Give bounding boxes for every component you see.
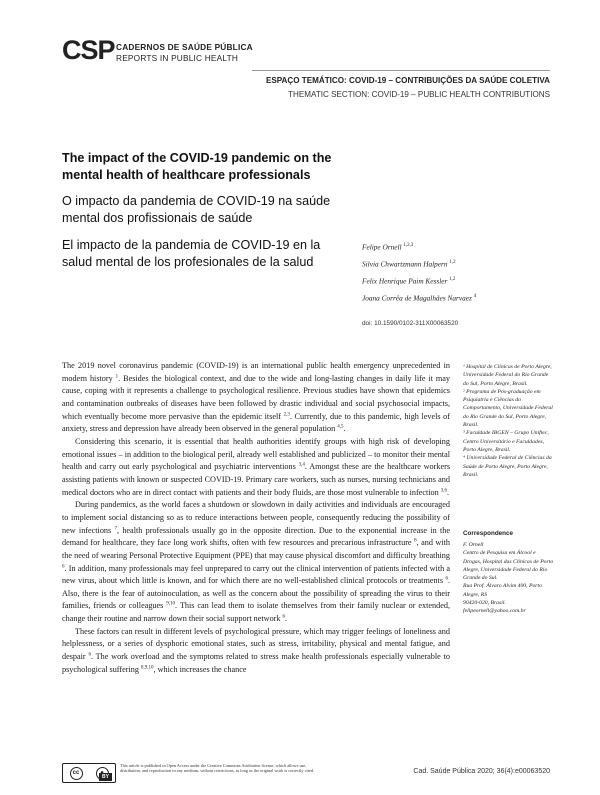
title-portuguese: O impacto da pandemia de COVID-19 na saúde mental dos profissionais de saúde (62, 194, 331, 225)
article-body (62, 360, 450, 676)
paragraph: These factors can result in different levels of psychological pressure, which may trigger feelings of loneliness and helplessness, or a series of dysphoric emotional states, such as stress, irritability, physical and mental fatigue, and despair $^6$. The work overload and the symptoms related to stress make health professionals especially vulnerable to psychological suffering $^{8,9,10}$, which increases the chance (62, 626, 450, 674)
affiliation: ² Programa de Pós-graduação em Psiquiatria e Ciências do Comportamento, Universidade Federal do Rio Grande do Sul, Porto Alegre, Brasil. (463, 388, 553, 429)
doi-link[interactable]: doi: 10.1590/0102-311X00063520 (362, 320, 459, 327)
cc-by-label: BY (99, 773, 112, 781)
affiliation: ¹ Hospital de Clínicas de Porto Alegre, Universidade Federal do Rio Grande do Sul, Porto Alegre, Brasil. (463, 364, 552, 387)
correspondence-address: Rua Prof. Álvaro Alvim 400, Porto Alegre, RS (463, 583, 542, 598)
title-english: The impact of the COVID-19 pandemic on the mental health of healthcare professionals (62, 151, 332, 182)
title-spanish: El impacto de la pandemia de COVID-19 en la salud mental de los profesionales de la salud (62, 238, 321, 269)
thematic-section-pt: ESPAÇO TEMÁTICO: COVID-19 – CONTRIBUIÇÕES DA SAÚDE COLETIVA (265, 76, 550, 85)
correspondence-block (463, 541, 555, 616)
affiliation: ⁴ Universidade Federal de Ciências da Saúde de Porto Alegre, Porto Alegre, Brasil. (463, 455, 552, 478)
paragraph: The 2019 novel coronavirus pandemic (COVID-19) is an international public health emergency unprecedented in modern history $^1$. Besides the biological context, and due to the wide and long-lasting changes in daily life it may cause, coping with it represents a challenge to psychological resilience. Previous studies have shown that epidemics and contamination outbreaks of diseases have been followed by drastic individual and social psychosocial impacts, which eventually become more pervasive than the epidemic itself $^{2,3}$. Currently, due to this pandemic, high levels of anxiety, stress and depression have already been observed in the general population $^{4,5}$. (62, 361, 451, 434)
paragraph: Considering this scenario, it is essential that health authorities identify groups with high risk of developing emotional issues – in addition to the biological peril, already well established and publicized – to monitor their mental health and carry out early psychological and psychiatric interventions $^{3,4}$. Amongst these are the healthcare workers assisting patients with known or suspected COVID-19. Primary care workers, such as nurses, nursing technicians and medical doctors who are in direct contact with patients and their body fluids, are those most vulnerable to infection $^{3,6}$. (62, 436, 451, 497)
author: Felipe Ornell $^{1,2,3}$ (362, 242, 414, 252)
correspondence-heading: Correspondence (463, 530, 514, 537)
footer-citation: Cad. Saúde Pública 2020; 36(4):e00063520 (413, 768, 550, 775)
correspondence-postal: 90420-020, Brasil. (463, 600, 506, 607)
author: Silvia Chwartzmann Halpern $^{1,2}$ (362, 259, 456, 269)
journal-name-en: REPORTS IN PUBLIC HEALTH (116, 53, 239, 63)
author: Joana Corrêa de Magalhães Narvaez $^4$ (362, 293, 477, 303)
license-text: This article is published in Open Access under the Creative Commons Attribution license, which allows use, distribution, and reproduction in any medium, without restrictions, as long as the original work is correctly cited. (120, 763, 315, 774)
paragraph: During pandemics, as the world faces a shutdown or slowdown in daily activities and individuals are encouraged to implement social distancing so as to reduce interactions between people, consequently reducing the possibility of new infections $^7$, health professionals usually go in the opposite direction. Due to the exponential increase in the demand for healthcare, they face long work shifts, often with few resources and precarious infrastructure $^8$, and with the need of wearing Personal Protective Equipment (PPE) that may cause physical discomfort and difficulty breathing $^6$. In addition, many professionals may feel unprepared to carry out the clinical intervention of patients infected with a new virus, about which little is known, and for which there are no well-established clinical protocols or treatments $^6$. Also, there is the fear of autoinoculation, as well as the concern about the possibility of spreading the virus to their families, friends or colleagues $^{9,10}$. This can lead them to isolate themselves from their family nuclear or extended, change their routine and narrow down their social support network $^6$. (62, 500, 451, 624)
author: Felix Henrique Paim Kessler $^{1,2}$ (362, 276, 456, 286)
affiliation: ³ Faculdade IBGEN – Grupo Uniftec, Centro Universitário e Faculdades, Porto Alegre, Brasil. (463, 430, 549, 453)
thematic-section-en: THEMATIC SECTION: COVID-19 – PUBLIC HEALTH CONTRIBUTIONS (288, 90, 550, 99)
correspondence-name: F. Ornell (463, 542, 484, 548)
creative-commons-badge[interactable] (62, 763, 116, 783)
header-rule (252, 70, 550, 71)
journal-logo: CSP (62, 35, 115, 65)
journal-name-pt: CADERNOS DE SAÚDE PÚBLICA (116, 42, 253, 52)
cc-icon: cc (70, 767, 83, 780)
correspondence-email[interactable]: felipeornell@yahoo.com.br (463, 608, 526, 615)
affiliations (463, 363, 555, 479)
correspondence-institution: Centro de Pesquisa em Álcool e Drogas, Hospital das Clínicas de Porto Alegre, Universidade Federal do Rio Grande do Sul. (463, 550, 554, 582)
author-list (362, 238, 476, 306)
